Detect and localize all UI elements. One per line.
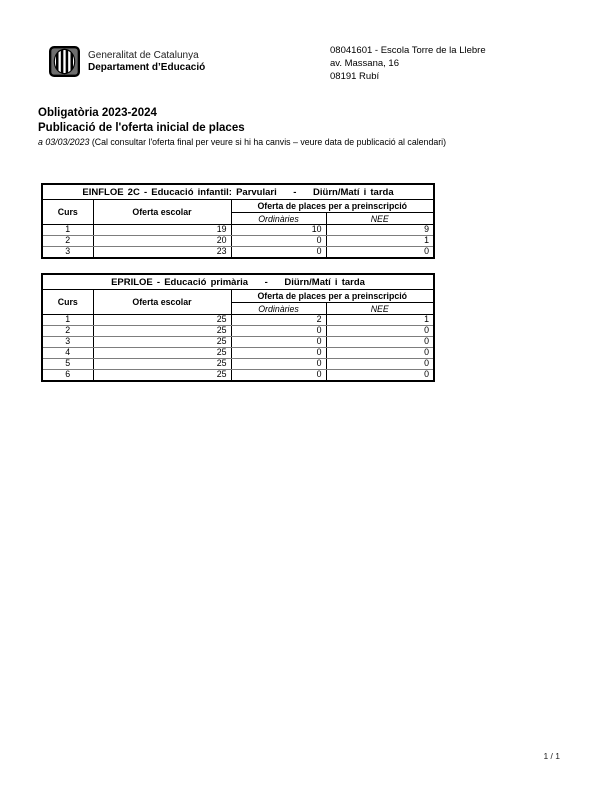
cell-ordinaries: 2 bbox=[231, 315, 326, 326]
cell-oferta: 25 bbox=[93, 348, 231, 359]
col-header-nee: NEE bbox=[326, 213, 434, 225]
school-info bbox=[330, 44, 486, 83]
table-row bbox=[42, 247, 434, 259]
cell-ordinaries: 0 bbox=[231, 359, 326, 370]
cell-nee: 1 bbox=[326, 315, 434, 326]
cell-curs: 5 bbox=[42, 359, 93, 370]
cell-ordinaries: 0 bbox=[231, 326, 326, 337]
school-code-name: 08041601 - Escola Torre de la Llebre bbox=[330, 45, 486, 56]
cell-oferta: 20 bbox=[93, 236, 231, 247]
col-header-oferta-escolar: Oferta escolar bbox=[93, 200, 231, 225]
cell-oferta: 23 bbox=[93, 247, 231, 259]
table-row bbox=[42, 236, 434, 247]
cell-ordinaries: 0 bbox=[231, 337, 326, 348]
cell-nee: 0 bbox=[326, 348, 434, 359]
cell-curs: 2 bbox=[42, 236, 93, 247]
col-header-ordinaries: Ordinàries bbox=[231, 213, 326, 225]
cell-nee: 0 bbox=[326, 359, 434, 370]
table-einfloe-2c bbox=[41, 183, 435, 259]
publication-subtitle: Publicació de l'oferta inicial de places bbox=[38, 121, 245, 134]
table-title: EPRILOE - Educació primària - Diürn/Matí i tarda bbox=[42, 274, 434, 290]
cell-nee: 1 bbox=[326, 236, 434, 247]
cell-nee: 9 bbox=[326, 225, 434, 236]
date-note bbox=[38, 137, 446, 147]
cell-nee: 0 bbox=[326, 370, 434, 382]
cell-ordinaries: 0 bbox=[231, 348, 326, 359]
cell-curs: 4 bbox=[42, 348, 93, 359]
cell-curs: 6 bbox=[42, 370, 93, 382]
org-identity bbox=[88, 50, 205, 73]
col-header-ordinaries: Ordinàries bbox=[231, 303, 326, 315]
cell-nee: 0 bbox=[326, 326, 434, 337]
cell-ordinaries: 0 bbox=[231, 236, 326, 247]
cell-oferta: 25 bbox=[93, 315, 231, 326]
cell-nee: 0 bbox=[326, 337, 434, 348]
cell-curs: 3 bbox=[42, 247, 93, 259]
cell-oferta: 19 bbox=[93, 225, 231, 236]
org-name: Generalitat de Catalunya bbox=[88, 50, 199, 61]
cell-curs: 3 bbox=[42, 337, 93, 348]
cell-oferta: 25 bbox=[93, 370, 231, 382]
cell-oferta: 25 bbox=[93, 359, 231, 370]
org-department: Departament d’Educació bbox=[88, 61, 206, 73]
school-address: av. Massana, 16 bbox=[330, 58, 400, 69]
program-title: Obligatòria 2023-2024 bbox=[38, 107, 157, 119]
cell-ordinaries: 10 bbox=[231, 225, 326, 236]
table-row bbox=[42, 337, 434, 348]
cell-ordinaries: 0 bbox=[231, 370, 326, 382]
table-header-row bbox=[42, 200, 434, 213]
cell-curs: 1 bbox=[42, 225, 93, 236]
table-row bbox=[42, 326, 434, 337]
col-header-curs: Curs bbox=[42, 200, 93, 225]
cell-ordinaries: 0 bbox=[231, 247, 326, 259]
col-header-curs: Curs bbox=[42, 290, 93, 315]
cell-curs: 2 bbox=[42, 326, 93, 337]
table-eprilioe bbox=[41, 273, 435, 382]
col-header-oferta-escolar: Oferta escolar bbox=[93, 290, 231, 315]
title-block bbox=[38, 106, 446, 147]
table-header-row bbox=[42, 290, 434, 303]
cell-curs: 1 bbox=[42, 315, 93, 326]
col-header-places-group: Oferta de places per a preinscripció bbox=[231, 200, 434, 213]
page-number: 1 / 1 bbox=[543, 751, 560, 761]
table-title: EINFLOE 2C - Educació infantil: Parvulari - Diürn/Matí i tarda bbox=[42, 184, 434, 200]
note-text: (Cal consultar l'oferta final per veure si hi ha canvis – veure data de publicació al calendari) bbox=[89, 137, 447, 147]
table-row bbox=[42, 315, 434, 326]
generalitat-coat-of-arms-icon bbox=[49, 46, 80, 82]
table-row bbox=[42, 225, 434, 236]
cell-oferta: 25 bbox=[93, 326, 231, 337]
table-title-row bbox=[42, 274, 434, 290]
school-city: 08191 Rubí bbox=[330, 71, 380, 82]
col-header-nee: NEE bbox=[326, 303, 434, 315]
table-title-row bbox=[42, 184, 434, 200]
table-row bbox=[42, 348, 434, 359]
col-header-places-group: Oferta de places per a preinscripció bbox=[231, 290, 434, 303]
publication-date: a 03/03/2023 bbox=[38, 137, 90, 147]
table-row bbox=[42, 370, 434, 382]
cell-nee: 0 bbox=[326, 247, 434, 259]
cell-oferta: 25 bbox=[93, 337, 231, 348]
table-row bbox=[42, 359, 434, 370]
